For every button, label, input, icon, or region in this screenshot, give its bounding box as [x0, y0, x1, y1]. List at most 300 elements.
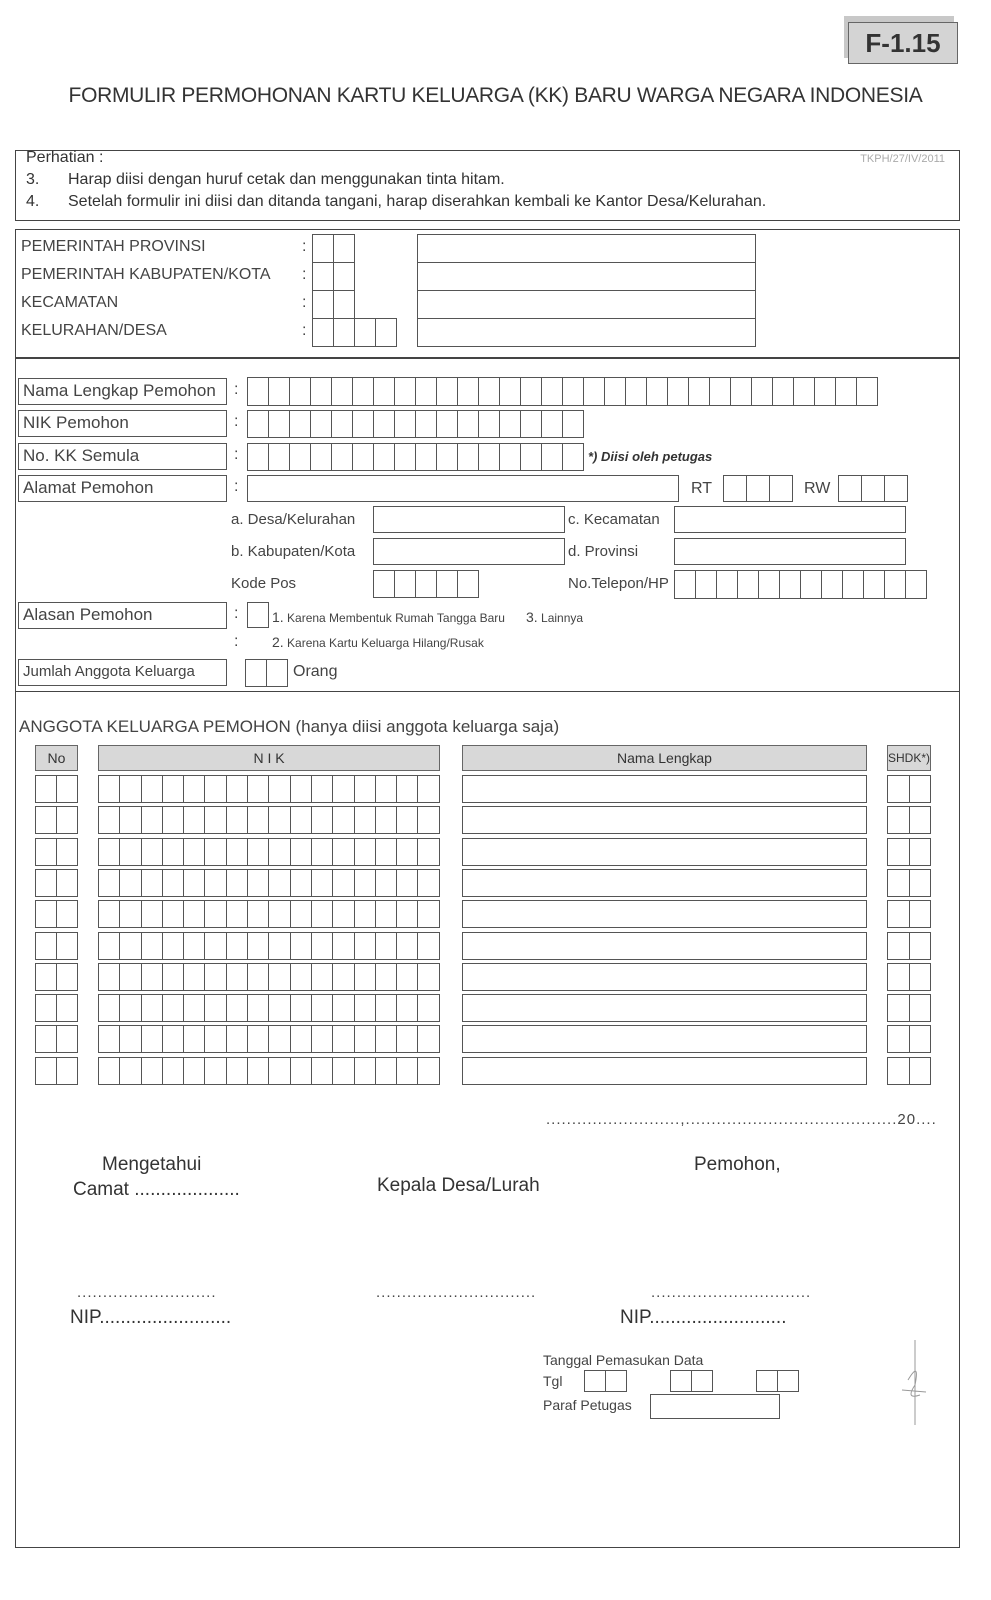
- char-cell[interactable]: [35, 900, 57, 928]
- member-no-input[interactable]: [35, 869, 78, 897]
- char-cell[interactable]: [332, 994, 354, 1022]
- member-nama-input[interactable]: [462, 994, 867, 1022]
- char-cell[interactable]: [478, 410, 500, 438]
- kecamatan-input[interactable]: [674, 506, 906, 533]
- char-cell[interactable]: [394, 570, 416, 598]
- char-cell[interactable]: [394, 377, 416, 406]
- char-cell[interactable]: [183, 806, 205, 834]
- char-cell[interactable]: [98, 806, 120, 834]
- char-cell[interactable]: [909, 963, 932, 991]
- char-cell[interactable]: [35, 806, 57, 834]
- char-cell[interactable]: [909, 932, 932, 960]
- char-cell[interactable]: [162, 963, 184, 991]
- char-cell[interactable]: [141, 900, 163, 928]
- member-no-input[interactable]: [35, 963, 78, 991]
- char-cell[interactable]: [268, 1057, 290, 1085]
- char-cell[interactable]: [141, 869, 163, 897]
- char-cell[interactable]: [375, 1057, 397, 1085]
- char-cell[interactable]: [373, 410, 395, 438]
- region-code-cell[interactable]: [333, 290, 355, 319]
- char-cell[interactable]: [56, 806, 78, 834]
- char-cell[interactable]: [183, 994, 205, 1022]
- member-nik-input[interactable]: [98, 838, 440, 866]
- char-cell[interactable]: [247, 900, 269, 928]
- char-cell[interactable]: [415, 377, 437, 406]
- char-cell[interactable]: [98, 775, 120, 803]
- char-cell[interactable]: [310, 377, 332, 406]
- char-cell[interactable]: [887, 775, 910, 803]
- char-cell[interactable]: [583, 377, 605, 406]
- char-cell[interactable]: [204, 900, 226, 928]
- char-cell[interactable]: [396, 932, 418, 960]
- char-cell[interactable]: [162, 775, 184, 803]
- char-cell[interactable]: [56, 1057, 78, 1085]
- char-cell[interactable]: [375, 806, 397, 834]
- char-cell[interactable]: [905, 570, 927, 599]
- char-cell[interactable]: [887, 806, 910, 834]
- char-cell[interactable]: [204, 775, 226, 803]
- char-cell[interactable]: [311, 1057, 333, 1085]
- char-cell[interactable]: [746, 475, 770, 502]
- char-cell[interactable]: [311, 994, 333, 1022]
- char-cell[interactable]: [691, 1370, 713, 1392]
- char-cell[interactable]: [375, 963, 397, 991]
- char-cell[interactable]: [247, 869, 269, 897]
- paraf-input[interactable]: [650, 1394, 780, 1419]
- char-cell[interactable]: [247, 1025, 269, 1053]
- char-cell[interactable]: [758, 570, 780, 599]
- region-code-cell[interactable]: [333, 318, 355, 347]
- char-cell[interactable]: [354, 838, 376, 866]
- member-nama-input[interactable]: [462, 775, 867, 803]
- char-cell[interactable]: [226, 869, 248, 897]
- char-cell[interactable]: [290, 932, 312, 960]
- char-cell[interactable]: [290, 838, 312, 866]
- char-cell[interactable]: [814, 377, 836, 406]
- char-cell[interactable]: [119, 963, 141, 991]
- char-cell[interactable]: [688, 377, 710, 406]
- char-cell[interactable]: [887, 932, 910, 960]
- char-cell[interactable]: [887, 869, 910, 897]
- char-cell[interactable]: [417, 963, 439, 991]
- char-cell[interactable]: [119, 900, 141, 928]
- member-nama-input[interactable]: [462, 963, 867, 991]
- char-cell[interactable]: [417, 1025, 439, 1053]
- char-cell[interactable]: [332, 806, 354, 834]
- tgl-year-input[interactable]: [756, 1370, 799, 1392]
- char-cell[interactable]: [119, 806, 141, 834]
- char-cell[interactable]: [268, 1025, 290, 1053]
- char-cell[interactable]: [56, 900, 78, 928]
- region-code-cell[interactable]: [312, 234, 334, 263]
- char-cell[interactable]: [162, 932, 184, 960]
- char-cell[interactable]: [331, 443, 353, 471]
- char-cell[interactable]: [352, 377, 374, 406]
- char-cell[interactable]: [311, 900, 333, 928]
- char-cell[interactable]: [884, 570, 906, 599]
- char-cell[interactable]: [56, 775, 78, 803]
- member-nik-input[interactable]: [98, 963, 440, 991]
- char-cell[interactable]: [354, 869, 376, 897]
- char-cell[interactable]: [520, 443, 542, 471]
- member-nama-input[interactable]: [462, 932, 867, 960]
- char-cell[interactable]: [290, 869, 312, 897]
- char-cell[interactable]: [204, 1057, 226, 1085]
- char-cell[interactable]: [396, 963, 418, 991]
- char-cell[interactable]: [35, 775, 57, 803]
- member-shdk-input[interactable]: [887, 869, 931, 897]
- region-code-input[interactable]: [312, 262, 355, 291]
- char-cell[interactable]: [268, 806, 290, 834]
- char-cell[interactable]: [909, 1025, 932, 1053]
- char-cell[interactable]: [98, 963, 120, 991]
- char-cell[interactable]: [909, 806, 932, 834]
- char-cell[interactable]: [375, 838, 397, 866]
- char-cell[interactable]: [56, 994, 78, 1022]
- char-cell[interactable]: [354, 775, 376, 803]
- char-cell[interactable]: [247, 932, 269, 960]
- char-cell[interactable]: [520, 410, 542, 438]
- member-nik-input[interactable]: [98, 1025, 440, 1053]
- char-cell[interactable]: [354, 806, 376, 834]
- char-cell[interactable]: [290, 1057, 312, 1085]
- member-nik-input[interactable]: [98, 775, 440, 803]
- char-cell[interactable]: [375, 775, 397, 803]
- char-cell[interactable]: [394, 443, 416, 471]
- char-cell[interactable]: [290, 1025, 312, 1053]
- char-cell[interactable]: [226, 1057, 248, 1085]
- tgl-month-input[interactable]: [670, 1370, 713, 1392]
- char-cell[interactable]: [141, 1057, 163, 1085]
- provinsi-input[interactable]: [674, 538, 906, 565]
- char-cell[interactable]: [183, 900, 205, 928]
- char-cell[interactable]: [909, 994, 932, 1022]
- char-cell[interactable]: [835, 377, 857, 406]
- char-cell[interactable]: [204, 869, 226, 897]
- region-code-input[interactable]: [312, 234, 355, 263]
- char-cell[interactable]: [396, 1057, 418, 1085]
- char-cell[interactable]: [716, 570, 738, 599]
- char-cell[interactable]: [499, 377, 521, 406]
- char-cell[interactable]: [856, 377, 878, 406]
- char-cell[interactable]: [779, 570, 801, 599]
- char-cell[interactable]: [674, 570, 696, 599]
- desa-input[interactable]: [373, 506, 565, 533]
- nip-camat[interactable]: NIP.........................: [70, 1307, 232, 1328]
- member-nama-input[interactable]: [462, 869, 867, 897]
- char-cell[interactable]: [183, 1025, 205, 1053]
- char-cell[interactable]: [119, 1025, 141, 1053]
- char-cell[interactable]: [183, 775, 205, 803]
- char-cell[interactable]: [375, 994, 397, 1022]
- char-cell[interactable]: [289, 410, 311, 438]
- char-cell[interactable]: [562, 410, 584, 438]
- char-cell[interactable]: [119, 932, 141, 960]
- char-cell[interactable]: [887, 963, 910, 991]
- char-cell[interactable]: [311, 963, 333, 991]
- char-cell[interactable]: [375, 900, 397, 928]
- char-cell[interactable]: [162, 869, 184, 897]
- member-shdk-input[interactable]: [887, 900, 931, 928]
- char-cell[interactable]: [457, 443, 479, 471]
- member-nik-input[interactable]: [98, 869, 440, 897]
- char-cell[interactable]: [35, 994, 57, 1022]
- char-cell[interactable]: [861, 475, 885, 502]
- char-cell[interactable]: [141, 838, 163, 866]
- member-no-input[interactable]: [35, 1057, 78, 1085]
- kepala-sign-line[interactable]: ...............................: [376, 1284, 537, 1301]
- char-cell[interactable]: [119, 1057, 141, 1085]
- member-shdk-input[interactable]: [887, 838, 931, 866]
- char-cell[interactable]: [417, 900, 439, 928]
- char-cell[interactable]: [709, 377, 731, 406]
- char-cell[interactable]: [226, 838, 248, 866]
- char-cell[interactable]: [245, 659, 267, 687]
- char-cell[interactable]: [268, 963, 290, 991]
- char-cell[interactable]: [332, 869, 354, 897]
- char-cell[interactable]: [909, 869, 932, 897]
- char-cell[interactable]: [268, 994, 290, 1022]
- char-cell[interactable]: [436, 570, 458, 598]
- char-cell[interactable]: [98, 994, 120, 1022]
- char-cell[interactable]: [909, 838, 932, 866]
- char-cell[interactable]: [884, 475, 908, 502]
- char-cell[interactable]: [520, 377, 542, 406]
- char-cell[interactable]: [478, 377, 500, 406]
- char-cell[interactable]: [226, 932, 248, 960]
- char-cell[interactable]: [887, 994, 910, 1022]
- char-cell[interactable]: [162, 1025, 184, 1053]
- camat-sign-line[interactable]: ...........................: [77, 1284, 217, 1301]
- char-cell[interactable]: [290, 963, 312, 991]
- char-cell[interactable]: [332, 1025, 354, 1053]
- char-cell[interactable]: [311, 932, 333, 960]
- char-cell[interactable]: [35, 963, 57, 991]
- char-cell[interactable]: [394, 410, 416, 438]
- char-cell[interactable]: [354, 963, 376, 991]
- char-cell[interactable]: [290, 806, 312, 834]
- nip-pemohon[interactable]: NIP..........................: [620, 1307, 787, 1328]
- char-cell[interactable]: [354, 994, 376, 1022]
- member-nik-input[interactable]: [98, 932, 440, 960]
- char-cell[interactable]: [793, 377, 815, 406]
- member-no-input[interactable]: [35, 838, 78, 866]
- char-cell[interactable]: [204, 1025, 226, 1053]
- char-cell[interactable]: [415, 570, 437, 598]
- member-nama-input[interactable]: [462, 838, 867, 866]
- char-cell[interactable]: [417, 1057, 439, 1085]
- char-cell[interactable]: [247, 806, 269, 834]
- rw-input[interactable]: [838, 475, 908, 502]
- member-nik-input[interactable]: [98, 1057, 440, 1085]
- char-cell[interactable]: [769, 475, 793, 502]
- char-cell[interactable]: [290, 775, 312, 803]
- char-cell[interactable]: [396, 869, 418, 897]
- char-cell[interactable]: [183, 963, 205, 991]
- member-shdk-input[interactable]: [887, 806, 931, 834]
- member-no-input[interactable]: [35, 806, 78, 834]
- char-cell[interactable]: [183, 1057, 205, 1085]
- char-cell[interactable]: [141, 775, 163, 803]
- char-cell[interactable]: [310, 410, 332, 438]
- char-cell[interactable]: [457, 377, 479, 406]
- char-cell[interactable]: [35, 932, 57, 960]
- char-cell[interactable]: [417, 806, 439, 834]
- char-cell[interactable]: [396, 775, 418, 803]
- region-name-input[interactable]: [417, 318, 756, 347]
- char-cell[interactable]: [396, 838, 418, 866]
- char-cell[interactable]: [56, 1025, 78, 1053]
- jumlah-input[interactable]: [245, 659, 288, 687]
- char-cell[interactable]: [162, 900, 184, 928]
- char-cell[interactable]: [35, 869, 57, 897]
- char-cell[interactable]: [35, 1057, 57, 1085]
- char-cell[interactable]: [417, 869, 439, 897]
- member-nik-input[interactable]: [98, 806, 440, 834]
- region-code-cell[interactable]: [375, 318, 397, 347]
- char-cell[interactable]: [756, 1370, 778, 1392]
- char-cell[interactable]: [56, 932, 78, 960]
- char-cell[interactable]: [162, 806, 184, 834]
- region-code-cell[interactable]: [312, 290, 334, 319]
- char-cell[interactable]: [35, 838, 57, 866]
- char-cell[interactable]: [909, 900, 932, 928]
- char-cell[interactable]: [311, 869, 333, 897]
- char-cell[interactable]: [268, 900, 290, 928]
- char-cell[interactable]: [310, 443, 332, 471]
- char-cell[interactable]: [35, 1025, 57, 1053]
- char-cell[interactable]: [352, 410, 374, 438]
- nik-input[interactable]: [247, 410, 584, 438]
- char-cell[interactable]: [204, 838, 226, 866]
- char-cell[interactable]: [737, 570, 759, 599]
- char-cell[interactable]: [436, 443, 458, 471]
- char-cell[interactable]: [800, 570, 822, 599]
- char-cell[interactable]: [247, 410, 269, 438]
- char-cell[interactable]: [625, 377, 647, 406]
- char-cell[interactable]: [863, 570, 885, 599]
- member-shdk-input[interactable]: [887, 1025, 931, 1053]
- char-cell[interactable]: [821, 570, 843, 599]
- member-nama-input[interactable]: [462, 806, 867, 834]
- char-cell[interactable]: [417, 932, 439, 960]
- kk-input[interactable]: [247, 443, 584, 471]
- char-cell[interactable]: [183, 932, 205, 960]
- char-cell[interactable]: [226, 1025, 248, 1053]
- tgl-day-input[interactable]: [584, 1370, 627, 1392]
- char-cell[interactable]: [226, 806, 248, 834]
- char-cell[interactable]: [730, 377, 752, 406]
- char-cell[interactable]: [375, 932, 397, 960]
- region-code-cell[interactable]: [333, 262, 355, 291]
- char-cell[interactable]: [119, 775, 141, 803]
- char-cell[interactable]: [98, 1025, 120, 1053]
- char-cell[interactable]: [141, 963, 163, 991]
- char-cell[interactable]: [457, 570, 479, 598]
- region-name-input[interactable]: [417, 290, 756, 319]
- char-cell[interactable]: [119, 838, 141, 866]
- char-cell[interactable]: [226, 775, 248, 803]
- char-cell[interactable]: [204, 932, 226, 960]
- char-cell[interactable]: [887, 1057, 910, 1085]
- char-cell[interactable]: [247, 963, 269, 991]
- char-cell[interactable]: [605, 1370, 627, 1392]
- rt-input[interactable]: [723, 475, 793, 502]
- char-cell[interactable]: [247, 1057, 269, 1085]
- char-cell[interactable]: [204, 806, 226, 834]
- char-cell[interactable]: [670, 1370, 692, 1392]
- char-cell[interactable]: [909, 1057, 932, 1085]
- char-cell[interactable]: [354, 1025, 376, 1053]
- member-nama-input[interactable]: [462, 900, 867, 928]
- char-cell[interactable]: [332, 932, 354, 960]
- char-cell[interactable]: [141, 1025, 163, 1053]
- char-cell[interactable]: [396, 806, 418, 834]
- char-cell[interactable]: [268, 838, 290, 866]
- char-cell[interactable]: [311, 775, 333, 803]
- member-shdk-input[interactable]: [887, 963, 931, 991]
- char-cell[interactable]: [562, 443, 584, 471]
- char-cell[interactable]: [268, 869, 290, 897]
- char-cell[interactable]: [352, 443, 374, 471]
- char-cell[interactable]: [204, 963, 226, 991]
- char-cell[interactable]: [436, 410, 458, 438]
- char-cell[interactable]: [289, 443, 311, 471]
- char-cell[interactable]: [373, 377, 395, 406]
- member-no-input[interactable]: [35, 775, 78, 803]
- member-shdk-input[interactable]: [887, 994, 931, 1022]
- member-shdk-input[interactable]: [887, 932, 931, 960]
- char-cell[interactable]: [119, 869, 141, 897]
- telepon-input[interactable]: [674, 570, 927, 599]
- char-cell[interactable]: [247, 838, 269, 866]
- nama-input[interactable]: [247, 377, 878, 406]
- char-cell[interactable]: [695, 570, 717, 599]
- char-cell[interactable]: [268, 443, 290, 471]
- region-code-cell[interactable]: [312, 262, 334, 291]
- char-cell[interactable]: [373, 570, 395, 598]
- region-code-input[interactable]: [312, 318, 397, 347]
- char-cell[interactable]: [332, 838, 354, 866]
- char-cell[interactable]: [373, 443, 395, 471]
- region-name-input[interactable]: [417, 234, 756, 263]
- char-cell[interactable]: [751, 377, 773, 406]
- member-nama-input[interactable]: [462, 1057, 867, 1085]
- char-cell[interactable]: [98, 900, 120, 928]
- char-cell[interactable]: [98, 869, 120, 897]
- char-cell[interactable]: [541, 410, 563, 438]
- char-cell[interactable]: [268, 932, 290, 960]
- member-no-input[interactable]: [35, 994, 78, 1022]
- char-cell[interactable]: [396, 900, 418, 928]
- char-cell[interactable]: [290, 994, 312, 1022]
- region-name-input[interactable]: [417, 262, 756, 291]
- char-cell[interactable]: [499, 443, 521, 471]
- char-cell[interactable]: [417, 775, 439, 803]
- char-cell[interactable]: [396, 994, 418, 1022]
- kodepos-input[interactable]: [373, 570, 479, 598]
- char-cell[interactable]: [162, 838, 184, 866]
- char-cell[interactable]: [396, 1025, 418, 1053]
- char-cell[interactable]: [332, 1057, 354, 1085]
- char-cell[interactable]: [98, 838, 120, 866]
- char-cell[interactable]: [909, 775, 932, 803]
- char-cell[interactable]: [119, 994, 141, 1022]
- char-cell[interactable]: [478, 443, 500, 471]
- char-cell[interactable]: [162, 1057, 184, 1085]
- char-cell[interactable]: [723, 475, 747, 502]
- char-cell[interactable]: [354, 900, 376, 928]
